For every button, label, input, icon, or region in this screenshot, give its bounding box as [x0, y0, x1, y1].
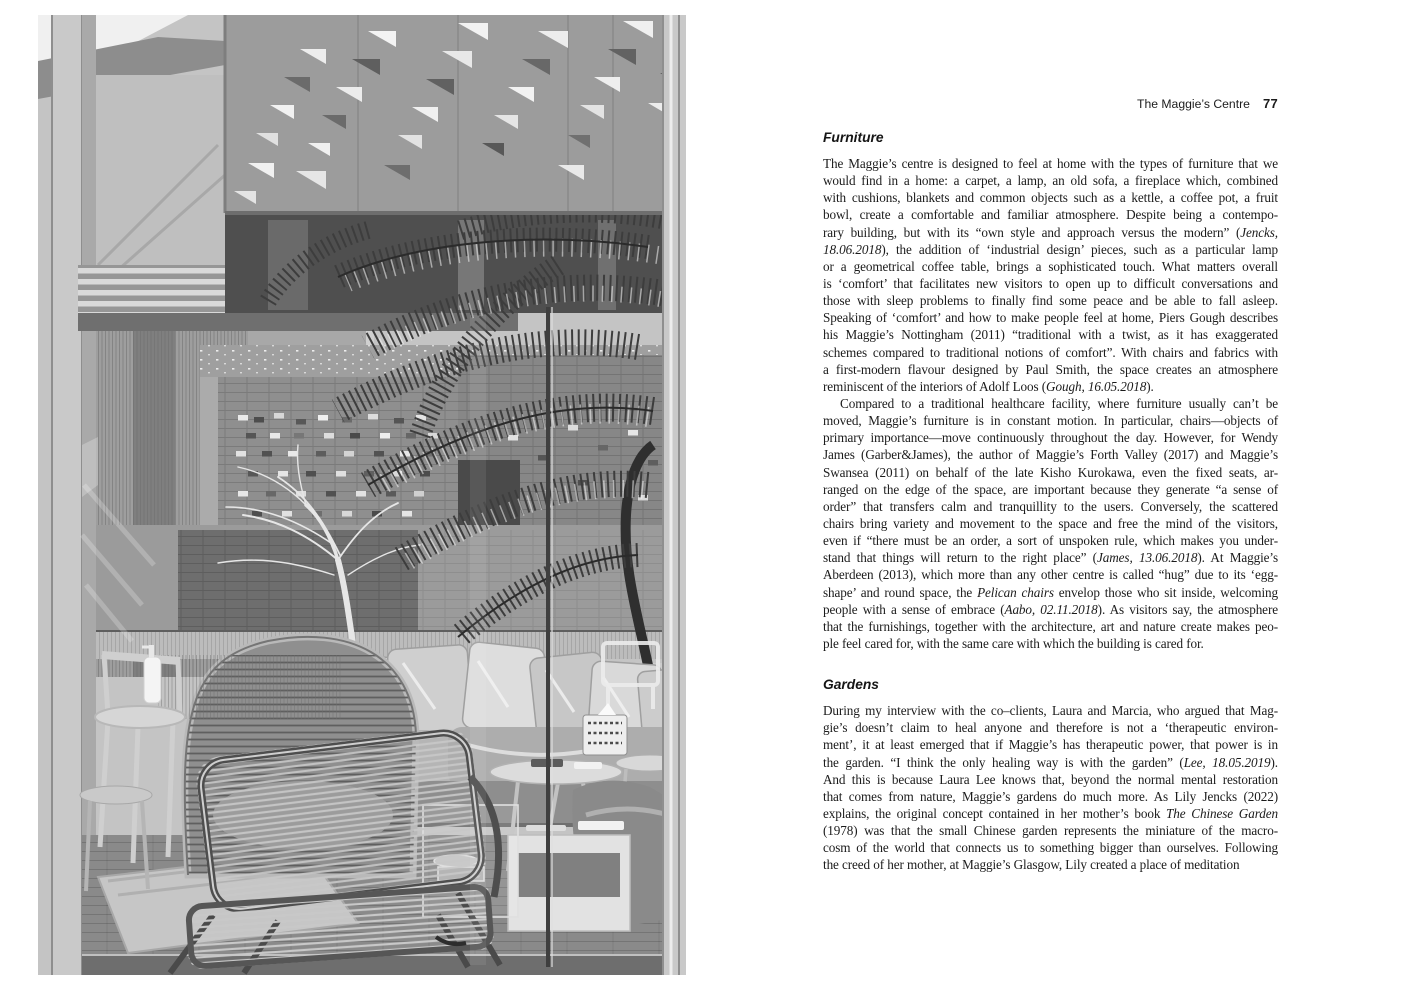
text-line: ment’, it at least emerged that if Maggie’s has therapeutic power, that power is in: [823, 737, 1278, 753]
text-line: James (Garber&James), the author of Maggie’s Forth Valley (2017) and Maggie’s: [823, 447, 1278, 463]
text-line: those with sleep problems to finally find some peace and be able to fall asleep.: [823, 293, 1278, 309]
text-line: ranged on the edge of the space, are important because they generate “a sense of: [823, 481, 1278, 497]
text-line: or a geometrical coffee table, brings a sophisticated touch. What matters overall: [823, 258, 1278, 274]
text-line: order” that transfers calm and tranquillity to the users. Conversely, the scattered: [823, 498, 1278, 514]
text-line: the creed of her mother, at Maggie’s Glasgow, Lily created a place of meditation: [823, 857, 1240, 873]
text-line: gie’s doesn’t claim to heal anyone and therefore is not a ‘therapeutic environ-: [823, 720, 1278, 736]
text-line: primary importance—move continuously throughout the day. However, for Wendy: [823, 430, 1278, 446]
text-column: [823, 0, 1278, 873]
section-heading-furniture: Furniture: [823, 130, 884, 145]
text-line: the garden. “I think the only healing way is with the garden” (Lee, 18.05.2019).: [823, 754, 1278, 770]
text-line: that comes from nature, Maggie’s gardens do much more. As Lily Jencks (2022): [823, 788, 1278, 804]
text-line: shape’ and round space, the Pelican chairs envelop those who sit inside, welcoming: [823, 584, 1278, 600]
text-line: (1978) was that the small Chinese garden represents the miniature of the macro-: [823, 823, 1278, 839]
text-line: people with a sense of embrace (Aabo, 02.11.2018). As visitors say, the atmosphere: [823, 601, 1278, 617]
section-heading-gardens: Gardens: [823, 677, 879, 693]
photo-svg: [38, 15, 686, 975]
text-line: reminiscent of the interiors of Adolf Loos (Gough, 16.05.2018).: [823, 378, 1154, 394]
text-line: cosm of the world that connects us to something bigger than ourselves. Following: [823, 840, 1278, 856]
interior-photograph: [38, 15, 686, 975]
ceiling: [78, 75, 225, 275]
text-line: bowl, create a comfortable and familiar atmosphere. Despite being a contempo-: [823, 207, 1278, 223]
paragraph-furniture-1: [823, 155, 1278, 395]
paragraph-furniture-2: [823, 395, 1278, 652]
text-line: with cushions, blankets and common objects such as a kettle, a coffee pot, a fruit: [823, 190, 1278, 206]
text-line: schemes compared to traditional notions of comfort”. With chairs and fabrics with: [823, 344, 1278, 360]
text-line: Speaking of ‘comfort’ and how to make people feel at home, Piers Gough describes: [823, 310, 1278, 326]
text-line: explains, the original concept contained in her mother’s book The Chinese Garden: [823, 805, 1278, 821]
text-line: is ‘comfort’ that facilitates new visitors to open up to difficult conversations and: [823, 275, 1278, 291]
text-line: Swansea (2011) on behalf of the late Kisho Kurokawa, even the fixed seats, ar-: [823, 464, 1278, 480]
left-frame: [52, 15, 82, 975]
running-title: The Maggie’s Centre: [1137, 97, 1250, 111]
text-line: The Maggie’s centre is designed to feel at home with the types of furniture that we: [823, 156, 1278, 171]
text-line: ple feel cared for, with the same care with which the building is cared for.: [823, 635, 1204, 651]
page-number: 77: [1262, 96, 1278, 111]
perforated-panel: [225, 15, 686, 213]
text-line: 18.06.2018), the addition of ‘industrial design’ pieces, such as a particular lamp: [823, 241, 1278, 257]
text-line: moved, Maggie’s furniture is in constant motion. In particular, chairs—objects of: [823, 413, 1278, 429]
cord-armchair: [170, 726, 500, 973]
text-line: Aberdeen (2013), which more than any other centre is called “hug” due to its ‘egg-: [823, 567, 1278, 583]
white-cabinet: [508, 821, 630, 931]
running-header: [823, 96, 1278, 112]
text-line: even if “there must be an order, a sort of unspoken rule, which makes you under-: [823, 533, 1278, 549]
text-line: During my interview with the co–clients, Laura and Marcia, who argued that Mag-: [823, 703, 1278, 719]
text-line: rary building, but with its “own style and approach versus the modern” (Jencks,: [823, 224, 1278, 240]
text-line: would find in a home: a carpet, a lamp, an old sofa, a fireplace which, combined: [823, 173, 1278, 189]
text-line: stand that things will return to the right place” (James, 13.06.2018). At Maggie’s: [823, 550, 1279, 566]
text-line: a first-modern flavour designed by Paul Smith, the space creates an atmosphere: [823, 361, 1278, 377]
text-line: his Maggie’s Nottingham (2011) “traditional with a twist, as it has exaggerated: [823, 327, 1278, 343]
text-line: And this is because Laura Lee knows that, beyond the normal mental restoration: [823, 771, 1278, 787]
paragraph-gardens-1: [823, 702, 1278, 873]
text-line: Compared to a traditional healthcare facility, where furniture usually can’t be: [840, 395, 1278, 411]
text-line: chairs bring variety and movement to the space and free the mind of the visitors,: [823, 515, 1278, 531]
text-line: that the furnishings, together with the architecture, art and nature create makes peo-: [823, 618, 1278, 634]
